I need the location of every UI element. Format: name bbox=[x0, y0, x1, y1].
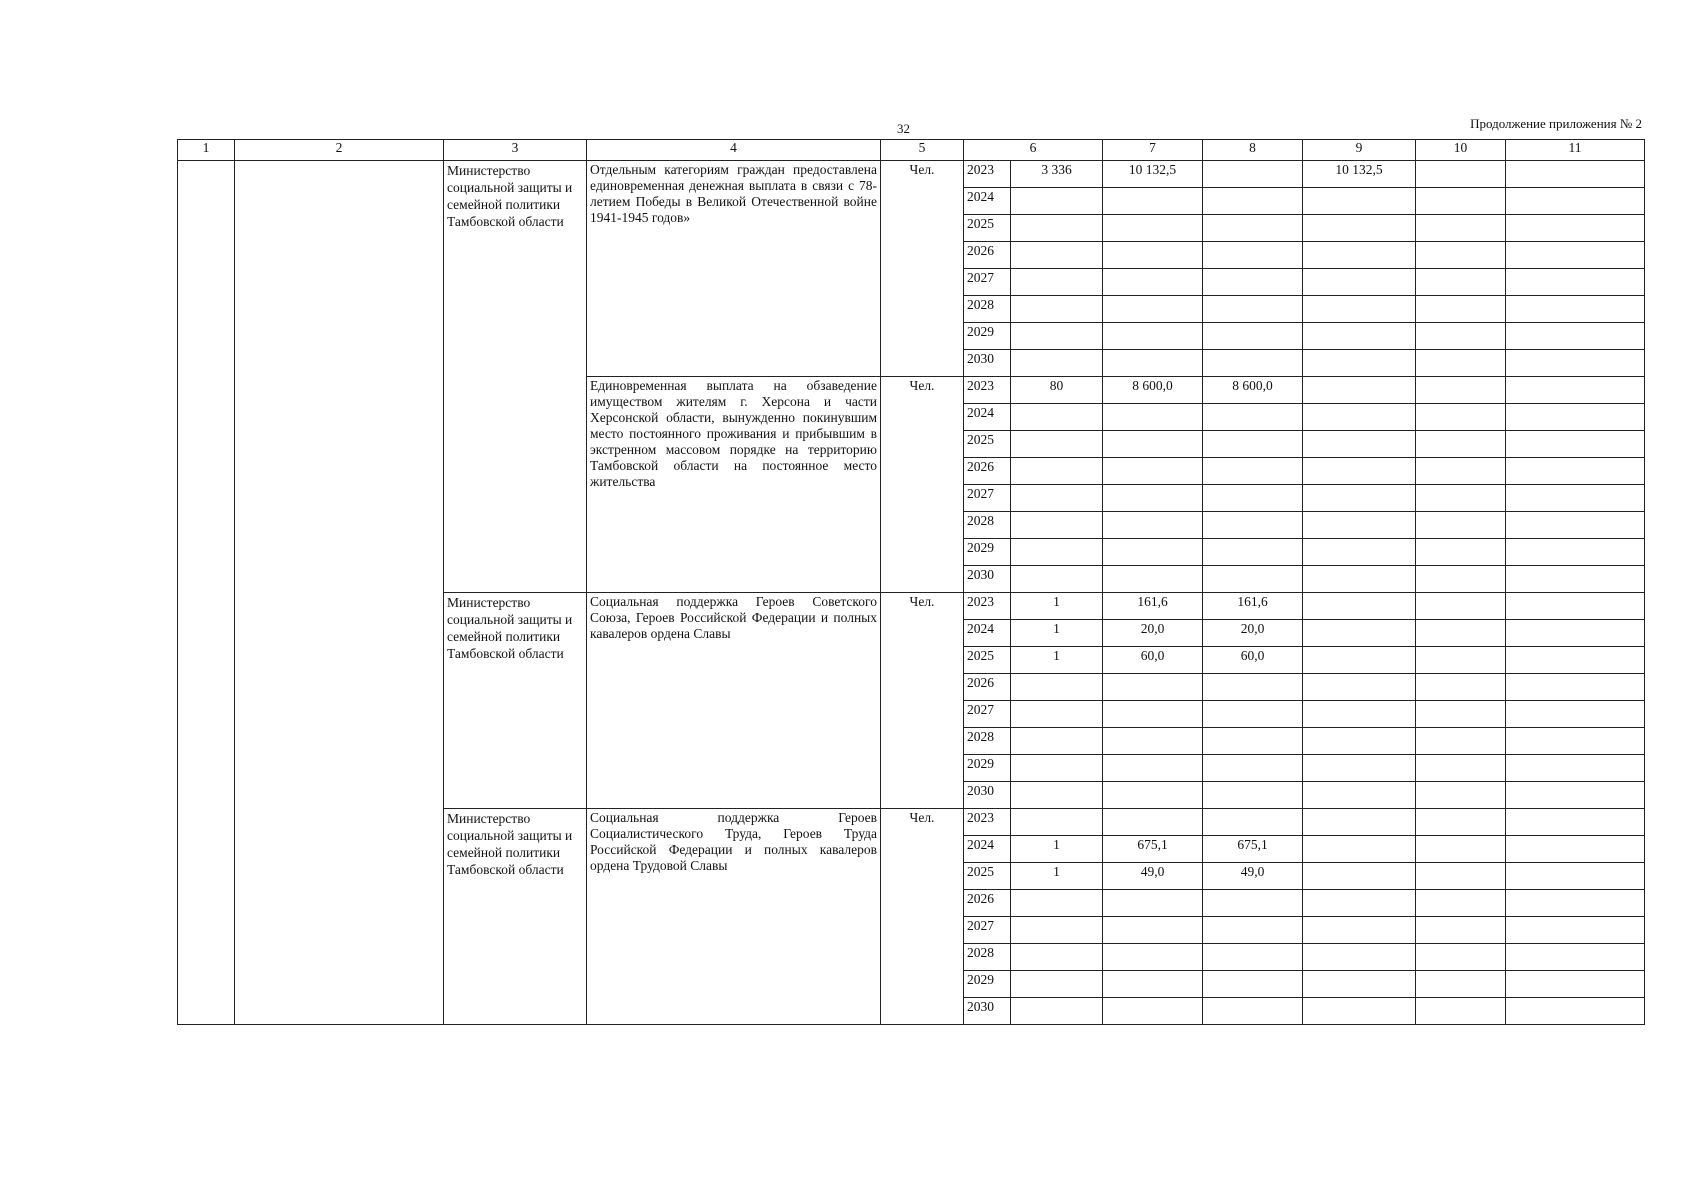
table-row bbox=[178, 161, 1645, 188]
cell-col-7 bbox=[1103, 350, 1203, 377]
cell-col-7 bbox=[1103, 215, 1203, 242]
cell-col-9 bbox=[1303, 647, 1416, 674]
cell-col-6: 80 bbox=[1011, 377, 1103, 404]
description-cell: Единовременная выплата на обзаведение имуществом жителям г. Херсона и части Херсонской области, вынужденно покинувшим место постоянного проживания и прибывшим в экстренном массовом порядке на территорию Тамбовской области на постоянное место жительства bbox=[587, 377, 881, 593]
year-cell: 2026 bbox=[964, 674, 1011, 701]
cell-col-9 bbox=[1303, 431, 1416, 458]
header-col-7: 7 bbox=[1103, 140, 1203, 161]
cell-col-8 bbox=[1203, 215, 1303, 242]
cell-col-6 bbox=[1011, 431, 1103, 458]
header-row bbox=[178, 140, 1645, 161]
header-col-2: 2 bbox=[235, 140, 444, 161]
year-cell: 2026 bbox=[964, 242, 1011, 269]
cell-col-6 bbox=[1011, 809, 1103, 836]
cell-col-6: 1 bbox=[1011, 863, 1103, 890]
cell-col-11 bbox=[1506, 593, 1645, 620]
cell-col-9 bbox=[1303, 971, 1416, 998]
year-cell: 2030 bbox=[964, 998, 1011, 1025]
cell-col-8: 20,0 bbox=[1203, 620, 1303, 647]
cell-col-11 bbox=[1506, 431, 1645, 458]
year-cell: 2029 bbox=[964, 971, 1011, 998]
year-cell: 2029 bbox=[964, 323, 1011, 350]
cell-col-10 bbox=[1416, 485, 1506, 512]
cell-col-10 bbox=[1416, 971, 1506, 998]
cell-col-11 bbox=[1506, 620, 1645, 647]
cell-col-8 bbox=[1203, 188, 1303, 215]
cell-col-7 bbox=[1103, 917, 1203, 944]
cell-col-10 bbox=[1416, 269, 1506, 296]
cell-col-10 bbox=[1416, 674, 1506, 701]
cell-col-6: 1 bbox=[1011, 593, 1103, 620]
cell-col-10 bbox=[1416, 755, 1506, 782]
year-cell: 2025 bbox=[964, 431, 1011, 458]
cell-col-7 bbox=[1103, 512, 1203, 539]
cell-col-8 bbox=[1203, 701, 1303, 728]
cell-col-11 bbox=[1506, 188, 1645, 215]
header-col-4: 4 bbox=[587, 140, 881, 161]
cell-col-9 bbox=[1303, 836, 1416, 863]
cell-col-9 bbox=[1303, 539, 1416, 566]
cell-col-6 bbox=[1011, 242, 1103, 269]
cell-col-9 bbox=[1303, 755, 1416, 782]
cell-col-11 bbox=[1506, 350, 1645, 377]
cell-col-7 bbox=[1103, 701, 1203, 728]
cell-col-6 bbox=[1011, 890, 1103, 917]
cell-col-7: 60,0 bbox=[1103, 647, 1203, 674]
year-cell: 2029 bbox=[964, 755, 1011, 782]
unit-cell: Чел. bbox=[881, 809, 964, 1025]
cell-col-10 bbox=[1416, 593, 1506, 620]
year-cell: 2030 bbox=[964, 566, 1011, 593]
cell-col-7 bbox=[1103, 458, 1203, 485]
cell-col-11 bbox=[1506, 755, 1645, 782]
cell-col-11 bbox=[1506, 161, 1645, 188]
cell-col-6 bbox=[1011, 269, 1103, 296]
cell-col-8 bbox=[1203, 971, 1303, 998]
cell-col-8 bbox=[1203, 917, 1303, 944]
cell-col-6 bbox=[1011, 971, 1103, 998]
cell-col-9 bbox=[1303, 350, 1416, 377]
cell-col-9 bbox=[1303, 566, 1416, 593]
cell-col-8 bbox=[1203, 755, 1303, 782]
cell-col-9 bbox=[1303, 890, 1416, 917]
year-cell: 2029 bbox=[964, 539, 1011, 566]
header-col-9: 9 bbox=[1303, 140, 1416, 161]
cell-col-11 bbox=[1506, 890, 1645, 917]
cell-col-11 bbox=[1506, 836, 1645, 863]
cell-col-10 bbox=[1416, 161, 1506, 188]
cell-col-11 bbox=[1506, 458, 1645, 485]
cell-col-8 bbox=[1203, 890, 1303, 917]
cell-col-11 bbox=[1506, 215, 1645, 242]
year-cell: 2028 bbox=[964, 512, 1011, 539]
cell-col-6 bbox=[1011, 350, 1103, 377]
cell-col-10 bbox=[1416, 431, 1506, 458]
cell-col-6 bbox=[1011, 755, 1103, 782]
unit-cell: Чел. bbox=[881, 593, 964, 809]
cell-col-6 bbox=[1011, 458, 1103, 485]
cell-col-11 bbox=[1506, 566, 1645, 593]
cell-col-9 bbox=[1303, 944, 1416, 971]
cell-col-11 bbox=[1506, 404, 1645, 431]
cell-col-7 bbox=[1103, 188, 1203, 215]
cell-col-10 bbox=[1416, 836, 1506, 863]
cell-col-10 bbox=[1416, 350, 1506, 377]
cell-col-9 bbox=[1303, 674, 1416, 701]
cell-col-8 bbox=[1203, 566, 1303, 593]
org-cell: Министерство социальной защиты и семейной политики Тамбовской области bbox=[444, 809, 587, 1025]
cell-col-11 bbox=[1506, 728, 1645, 755]
cell-col-9 bbox=[1303, 269, 1416, 296]
cell-col-6: 1 bbox=[1011, 620, 1103, 647]
header-col-10: 10 bbox=[1416, 140, 1506, 161]
cell-col-10 bbox=[1416, 944, 1506, 971]
year-cell: 2026 bbox=[964, 890, 1011, 917]
cell-col-9 bbox=[1303, 998, 1416, 1025]
cell-col-8: 161,6 bbox=[1203, 593, 1303, 620]
cell-col-8 bbox=[1203, 539, 1303, 566]
cell-col-6 bbox=[1011, 674, 1103, 701]
cell-col-8: 49,0 bbox=[1203, 863, 1303, 890]
cell-col-8 bbox=[1203, 674, 1303, 701]
cell-col-11 bbox=[1506, 377, 1645, 404]
cell-col-10 bbox=[1416, 701, 1506, 728]
cell-col-6 bbox=[1011, 701, 1103, 728]
cell-col-8: 8 600,0 bbox=[1203, 377, 1303, 404]
year-cell: 2024 bbox=[964, 404, 1011, 431]
cell-col-10 bbox=[1416, 863, 1506, 890]
cell-col-7 bbox=[1103, 782, 1203, 809]
cell-col-7 bbox=[1103, 431, 1203, 458]
year-cell: 2030 bbox=[964, 782, 1011, 809]
cell-col-7 bbox=[1103, 674, 1203, 701]
cell-col-7 bbox=[1103, 323, 1203, 350]
description-cell: Социальная поддержка Героев Советского Союза, Героев Российской Федерации и полных кавалеров ордена Славы bbox=[587, 593, 881, 809]
cell-col-10 bbox=[1416, 296, 1506, 323]
cell-col-10 bbox=[1416, 458, 1506, 485]
cell-col-6 bbox=[1011, 998, 1103, 1025]
cell-col-7 bbox=[1103, 296, 1203, 323]
cell-col-1 bbox=[178, 161, 235, 1025]
cell-col-10 bbox=[1416, 404, 1506, 431]
year-cell: 2028 bbox=[964, 728, 1011, 755]
cell-col-6 bbox=[1011, 728, 1103, 755]
cell-col-6 bbox=[1011, 566, 1103, 593]
year-cell: 2024 bbox=[964, 836, 1011, 863]
cell-col-9 bbox=[1303, 782, 1416, 809]
cell-col-8: 675,1 bbox=[1203, 836, 1303, 863]
cell-col-6 bbox=[1011, 296, 1103, 323]
cell-col-9 bbox=[1303, 485, 1416, 512]
year-cell: 2030 bbox=[964, 350, 1011, 377]
cell-col-7 bbox=[1103, 755, 1203, 782]
cell-col-7 bbox=[1103, 269, 1203, 296]
appendix-note: Продолжение приложения № 2 bbox=[1470, 116, 1642, 131]
cell-col-8 bbox=[1203, 323, 1303, 350]
cell-col-9 bbox=[1303, 917, 1416, 944]
cell-col-9 bbox=[1303, 512, 1416, 539]
header-col-8: 8 bbox=[1203, 140, 1303, 161]
cell-col-11 bbox=[1506, 485, 1645, 512]
cell-col-10 bbox=[1416, 188, 1506, 215]
year-cell: 2025 bbox=[964, 647, 1011, 674]
cell-col-9 bbox=[1303, 701, 1416, 728]
year-cell: 2023 bbox=[964, 593, 1011, 620]
cell-col-10 bbox=[1416, 539, 1506, 566]
cell-col-9: 10 132,5 bbox=[1303, 161, 1416, 188]
cell-col-9 bbox=[1303, 188, 1416, 215]
cell-col-11 bbox=[1506, 782, 1645, 809]
cell-col-11 bbox=[1506, 863, 1645, 890]
header-col-1: 1 bbox=[178, 140, 235, 161]
cell-col-11 bbox=[1506, 512, 1645, 539]
cell-col-11 bbox=[1506, 809, 1645, 836]
year-cell: 2028 bbox=[964, 296, 1011, 323]
header-col-3: 3 bbox=[444, 140, 587, 161]
cell-col-6 bbox=[1011, 782, 1103, 809]
cell-col-9 bbox=[1303, 863, 1416, 890]
year-cell: 2028 bbox=[964, 944, 1011, 971]
cell-col-7: 8 600,0 bbox=[1103, 377, 1203, 404]
cell-col-8 bbox=[1203, 728, 1303, 755]
cell-col-8 bbox=[1203, 998, 1303, 1025]
cell-col-6 bbox=[1011, 944, 1103, 971]
cell-col-11 bbox=[1506, 269, 1645, 296]
cell-col-9 bbox=[1303, 377, 1416, 404]
cell-col-8 bbox=[1203, 431, 1303, 458]
year-cell: 2024 bbox=[964, 188, 1011, 215]
cell-col-8 bbox=[1203, 350, 1303, 377]
cell-col-10 bbox=[1416, 323, 1506, 350]
cell-col-10 bbox=[1416, 512, 1506, 539]
year-cell: 2024 bbox=[964, 620, 1011, 647]
appendix-table bbox=[177, 139, 1645, 1025]
cell-col-10 bbox=[1416, 620, 1506, 647]
cell-col-7 bbox=[1103, 728, 1203, 755]
cell-col-8 bbox=[1203, 782, 1303, 809]
cell-col-9 bbox=[1303, 593, 1416, 620]
cell-col-9 bbox=[1303, 323, 1416, 350]
cell-col-8 bbox=[1203, 809, 1303, 836]
cell-col-11 bbox=[1506, 917, 1645, 944]
description-cell: Социальная поддержка Героев Социалистического Труда, Героев Труда Российской Федерации и полных кавалеров ордена Трудовой Славы bbox=[587, 809, 881, 1025]
cell-col-8 bbox=[1203, 296, 1303, 323]
cell-col-6 bbox=[1011, 539, 1103, 566]
table-body bbox=[178, 161, 1645, 1025]
cell-col-7: 10 132,5 bbox=[1103, 161, 1203, 188]
cell-col-2 bbox=[235, 161, 444, 1025]
cell-col-6: 1 bbox=[1011, 836, 1103, 863]
cell-col-10 bbox=[1416, 890, 1506, 917]
cell-col-9 bbox=[1303, 296, 1416, 323]
cell-col-11 bbox=[1506, 674, 1645, 701]
cell-col-11 bbox=[1506, 647, 1645, 674]
header-col-5: 5 bbox=[881, 140, 964, 161]
year-cell: 2027 bbox=[964, 701, 1011, 728]
year-cell: 2026 bbox=[964, 458, 1011, 485]
cell-col-7: 675,1 bbox=[1103, 836, 1203, 863]
cell-col-8 bbox=[1203, 242, 1303, 269]
cell-col-6 bbox=[1011, 512, 1103, 539]
cell-col-10 bbox=[1416, 998, 1506, 1025]
header-col-6: 6 bbox=[964, 140, 1103, 161]
cell-col-8 bbox=[1203, 512, 1303, 539]
cell-col-7 bbox=[1103, 485, 1203, 512]
cell-col-11 bbox=[1506, 242, 1645, 269]
cell-col-8 bbox=[1203, 269, 1303, 296]
cell-col-9 bbox=[1303, 242, 1416, 269]
cell-col-7 bbox=[1103, 944, 1203, 971]
cell-col-6 bbox=[1011, 917, 1103, 944]
cell-col-10 bbox=[1416, 566, 1506, 593]
cell-col-7: 49,0 bbox=[1103, 863, 1203, 890]
cell-col-7 bbox=[1103, 404, 1203, 431]
cell-col-10 bbox=[1416, 782, 1506, 809]
year-cell: 2025 bbox=[964, 863, 1011, 890]
cell-col-11 bbox=[1506, 998, 1645, 1025]
unit-cell: Чел. bbox=[881, 377, 964, 593]
cell-col-9 bbox=[1303, 215, 1416, 242]
cell-col-11 bbox=[1506, 296, 1645, 323]
page-number: 32 bbox=[897, 121, 910, 136]
cell-col-8 bbox=[1203, 404, 1303, 431]
cell-col-6 bbox=[1011, 485, 1103, 512]
org-cell: Министерство социальной защиты и семейной политики Тамбовской области bbox=[444, 593, 587, 809]
cell-col-8 bbox=[1203, 944, 1303, 971]
cell-col-6 bbox=[1011, 188, 1103, 215]
unit-cell: Чел. bbox=[881, 161, 964, 377]
org-cell: Министерство социальной защиты и семейной политики Тамбовской области bbox=[444, 161, 587, 593]
cell-col-6 bbox=[1011, 215, 1103, 242]
year-cell: 2027 bbox=[964, 485, 1011, 512]
cell-col-10 bbox=[1416, 242, 1506, 269]
cell-col-9 bbox=[1303, 458, 1416, 485]
cell-col-10 bbox=[1416, 917, 1506, 944]
cell-col-10 bbox=[1416, 377, 1506, 404]
cell-col-10 bbox=[1416, 647, 1506, 674]
cell-col-11 bbox=[1506, 701, 1645, 728]
cell-col-6: 1 bbox=[1011, 647, 1103, 674]
description-cell: Отдельным категориям граждан предоставлена единовременная денежная выплата в связи с 78-летием Победы в Великой Отечественной войне 1941-1945 годов» bbox=[587, 161, 881, 377]
cell-col-6: 3 336 bbox=[1011, 161, 1103, 188]
cell-col-10 bbox=[1416, 728, 1506, 755]
year-cell: 2027 bbox=[964, 917, 1011, 944]
cell-col-9 bbox=[1303, 809, 1416, 836]
year-cell: 2025 bbox=[964, 215, 1011, 242]
cell-col-6 bbox=[1011, 323, 1103, 350]
cell-col-11 bbox=[1506, 323, 1645, 350]
year-cell: 2023 bbox=[964, 809, 1011, 836]
cell-col-8 bbox=[1203, 485, 1303, 512]
cell-col-7 bbox=[1103, 539, 1203, 566]
cell-col-10 bbox=[1416, 809, 1506, 836]
cell-col-7: 20,0 bbox=[1103, 620, 1203, 647]
cell-col-7 bbox=[1103, 890, 1203, 917]
cell-col-11 bbox=[1506, 944, 1645, 971]
cell-col-7: 161,6 bbox=[1103, 593, 1203, 620]
cell-col-11 bbox=[1506, 971, 1645, 998]
cell-col-7 bbox=[1103, 242, 1203, 269]
cell-col-7 bbox=[1103, 971, 1203, 998]
year-cell: 2027 bbox=[964, 269, 1011, 296]
cell-col-8 bbox=[1203, 458, 1303, 485]
year-cell: 2023 bbox=[964, 161, 1011, 188]
cell-col-8 bbox=[1203, 161, 1303, 188]
cell-col-9 bbox=[1303, 620, 1416, 647]
cell-col-11 bbox=[1506, 539, 1645, 566]
cell-col-7 bbox=[1103, 998, 1203, 1025]
cell-col-7 bbox=[1103, 566, 1203, 593]
year-cell: 2023 bbox=[964, 377, 1011, 404]
cell-col-9 bbox=[1303, 404, 1416, 431]
cell-col-8: 60,0 bbox=[1203, 647, 1303, 674]
cell-col-9 bbox=[1303, 728, 1416, 755]
cell-col-6 bbox=[1011, 404, 1103, 431]
cell-col-10 bbox=[1416, 215, 1506, 242]
cell-col-7 bbox=[1103, 809, 1203, 836]
header-col-11: 11 bbox=[1506, 140, 1645, 161]
